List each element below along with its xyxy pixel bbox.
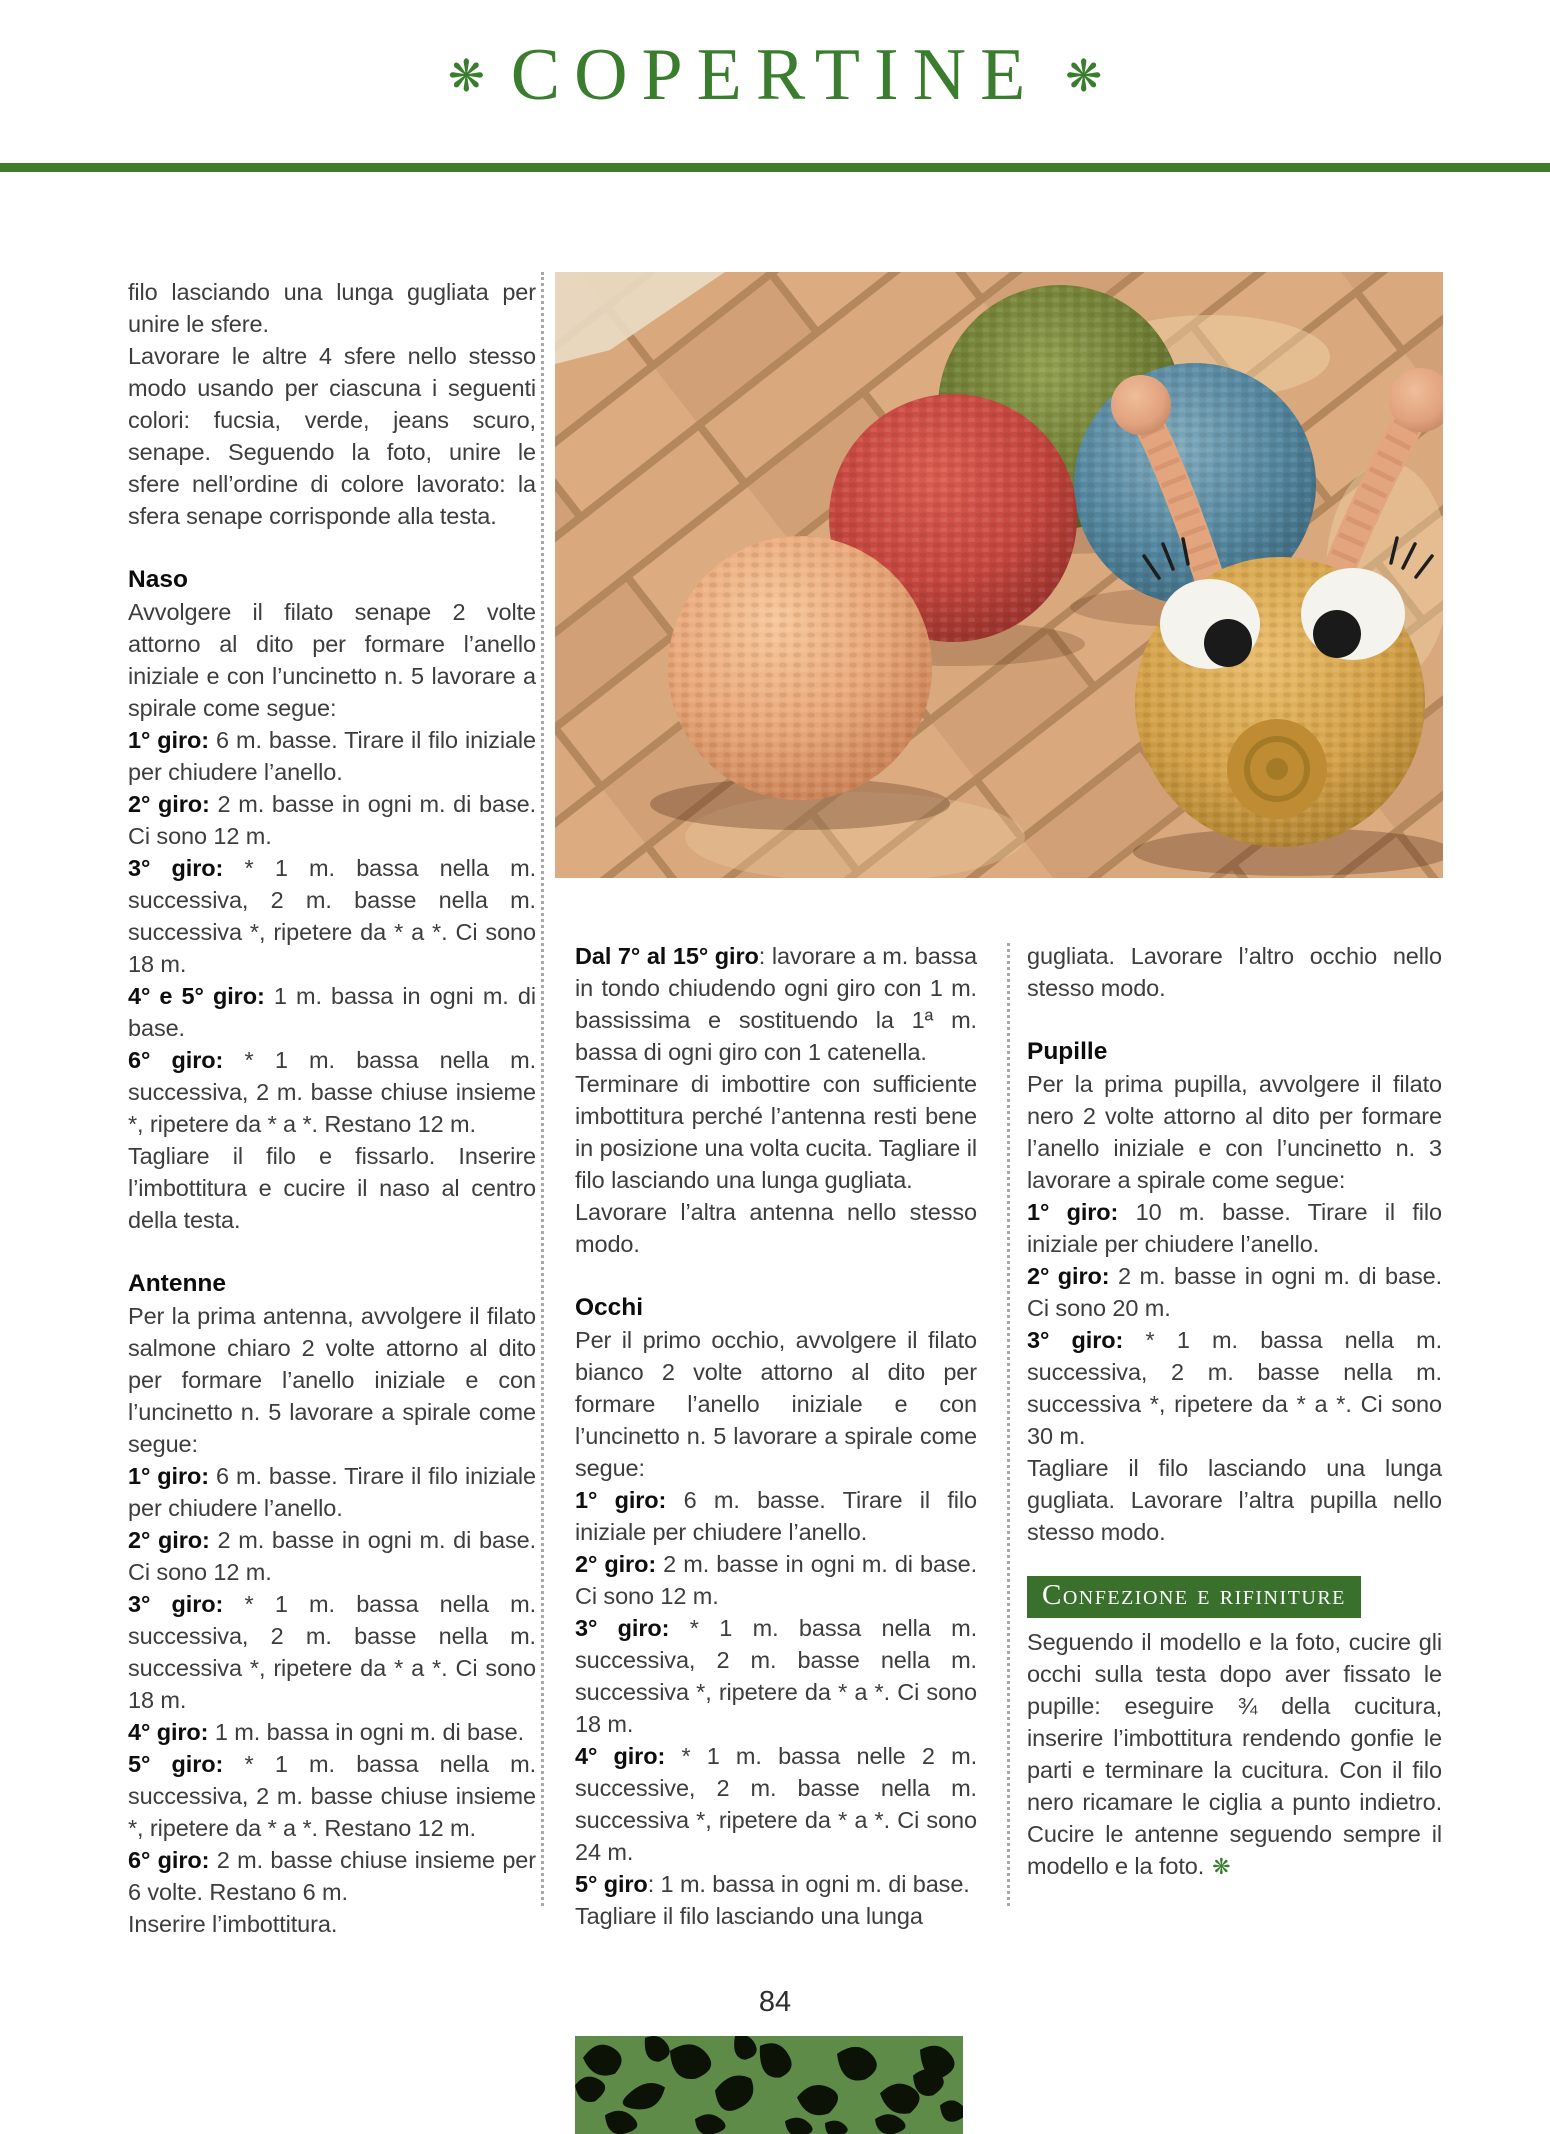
column-divider bbox=[1007, 943, 1010, 1906]
pupil-right bbox=[1313, 610, 1361, 658]
paragraph: filo lasciando una lunga gugliata per unire le sfere. bbox=[128, 279, 536, 337]
instruction-paragraph: 3° giro: * 1 m. bassa nella m. successiva, 2 m. basse nella m. successiva *, ripetere da * a *. Ci sono 30 m. bbox=[1027, 1327, 1443, 1449]
round-label: 1° giro: bbox=[1027, 1199, 1119, 1225]
paragraph: Avvolgere il filato senape 2 volte attorno al dito per formare l’anello iniziale e con l’uncinetto n. 5 lavorare a spirale come segue: bbox=[128, 599, 536, 721]
instruction-paragraph: 6° giro: * 1 m. bassa nella m. successiva, 2 m. basse chiuse insieme *, ripetere da * a *. Restano 12 m. bbox=[128, 1047, 537, 1137]
paragraph: Tagliare il filo lasciando una lunga gugliata. Lavorare l’altra pupilla nello stesso modo. bbox=[1027, 1455, 1442, 1545]
instruction-paragraph: 3° giro: * 1 m. bassa nella m. successiva, 2 m. basse nella m. successiva *, ripetere da * a *. Ci sono 18 m. bbox=[128, 1591, 537, 1713]
round-label: 1° giro: bbox=[128, 1463, 209, 1489]
section-banner: Confezione e rifiniture bbox=[1027, 1576, 1361, 1618]
round-label: 3° giro: bbox=[575, 1615, 670, 1641]
round-label: 2° giro: bbox=[575, 1551, 657, 1577]
section-heading: Occhi bbox=[575, 1294, 644, 1321]
caterpillar-photo-art bbox=[555, 272, 1443, 878]
section-heading: Naso bbox=[128, 566, 188, 593]
nose bbox=[1227, 719, 1327, 819]
instruction-paragraph: 1° giro: 6 m. basse. Tirare il filo iniziale per chiudere l’anello. bbox=[575, 1487, 977, 1545]
round-label: 1° giro: bbox=[575, 1487, 667, 1513]
round-label: 2° giro: bbox=[1027, 1263, 1110, 1289]
round-label: 3° giro: bbox=[128, 855, 224, 881]
flower-ornament-icon: ❋ bbox=[1065, 52, 1103, 101]
page-header bbox=[0, 34, 1550, 116]
round-label: 3° giro: bbox=[1027, 1327, 1124, 1353]
instruction-paragraph: 1° giro: 6 m. basse. Tirare il filo iniziale per chiudere l’anello. bbox=[128, 727, 536, 785]
round-label: 1° giro: bbox=[128, 727, 209, 753]
round-label: 5° giro: bbox=[128, 1751, 224, 1777]
instruction-paragraph: Dal 7° al 15° giro: lavorare a m. bassa in tondo chiudendo ogni giro con 1 m. bassissima e sostituendo la 1ª m. bassa di ogni giro con 1 catenella. bbox=[575, 943, 977, 1065]
instruction-paragraph: 2° giro: 2 m. basse in ogni m. di base. Ci sono 12 m. bbox=[575, 1551, 978, 1609]
sphere-salmone bbox=[668, 536, 932, 800]
round-label: 5° giro bbox=[575, 1871, 648, 1897]
round-label: 6° giro: bbox=[128, 1047, 224, 1073]
instruction-paragraph: 3° giro: * 1 m. bassa nella m. successiva, 2 m. basse nella m. successiva *, ripetere da * a *. Ci sono 18 m. bbox=[575, 1615, 978, 1737]
paragraph: Inserire l’imbottitura. bbox=[128, 1911, 338, 1937]
round-label: 6° giro: bbox=[128, 1847, 210, 1873]
paragraph: Lavorare l’altra antenna nello stesso modo. bbox=[575, 1199, 977, 1257]
instruction-paragraph: 6° giro: 2 m. basse chiuse insieme per 6 volte. Restano 6 m. bbox=[128, 1847, 536, 1905]
section-heading: Pupille bbox=[1027, 1038, 1108, 1065]
paragraph: Seguendo il modello e la foto, cucire gli occhi sulla testa dopo aver fissato le pupille: eseguire ¾ della cucitura, inserire l’imbottitura rendendo gonfie le parti e terminare la cucitura. Con il filo nero ricamare le ciglia a punto indietro. Cucire le antenne seguendo sempre il modello e la foto. ❋ bbox=[1027, 1629, 1442, 1880]
instruction-paragraph: 2° giro: 2 m. basse in ogni m. di base. Ci sono 12 m. bbox=[128, 791, 537, 849]
page-title: COPERTINE bbox=[510, 34, 1040, 116]
paragraph: Tagliare il filo e fissarlo. Inserire l’imbottitura e cucire il naso al centro della testa. bbox=[128, 1143, 536, 1233]
column-right bbox=[1027, 940, 1442, 1883]
column-left bbox=[128, 276, 536, 1940]
instruction-paragraph: 4° giro: 1 m. bassa in ogni m. di base. bbox=[128, 1719, 525, 1745]
column-divider bbox=[541, 272, 544, 1906]
round-label: 4° giro: bbox=[128, 1719, 209, 1745]
paragraph: Per la prima pupilla, avvolgere il filato nero 2 volte attorno al dito per formare l’anello iniziale e con l’uncinetto n. 3 lavorare a spirale come segue: bbox=[1027, 1071, 1442, 1193]
instruction-paragraph: 2° giro: 2 m. basse in ogni m. di base. Ci sono 20 m. bbox=[1027, 1263, 1442, 1321]
instruction-paragraph: 5° giro: 1 m. bassa in ogni m. di base. bbox=[575, 1871, 970, 1897]
paragraph: Per la prima antenna, avvolgere il filato salmone chiaro 2 volte attorno al dito per formare l’anello iniziale e con l’uncinetto n. 5 lavorare a spirale come segue: bbox=[128, 1303, 536, 1457]
flower-ornament-icon: ❋ bbox=[447, 52, 485, 101]
paragraph: Lavorare le altre 4 sfere nello stesso modo usando per ciascuna i seguenti colori: fucsia, verde, jeans scuro, senape. Seguendo la foto, unire le sfere nell’ordine di colore lavorato: la sfera senape corrisponde alla testa. bbox=[128, 343, 536, 529]
foliage-pattern-image bbox=[575, 2036, 963, 2134]
end-ornament-icon: ❋ bbox=[1212, 1854, 1231, 1880]
paragraph: gugliata. Lavorare l’altro occhio nello stesso modo. bbox=[1027, 943, 1442, 1001]
round-label: 2° giro: bbox=[128, 791, 210, 817]
paragraph: Per il primo occhio, avvolgere il filato bianco 2 volte attorno al dito per formare l’anello iniziale e con l’uncinetto n. 5 lavorare a spirale come segue: bbox=[575, 1327, 977, 1481]
pupil-left bbox=[1204, 619, 1252, 667]
page-number: 84 bbox=[758, 1986, 792, 2018]
round-label: 2° giro: bbox=[128, 1527, 210, 1553]
round-label: 4° e 5° giro: bbox=[128, 983, 265, 1009]
instruction-paragraph: 3° giro: * 1 m. bassa nella m. successiva, 2 m. basse nella m. successiva *, ripetere da * a *. Ci sono 18 m. bbox=[128, 855, 537, 977]
instruction-paragraph: 4° e 5° giro: 1 m. bassa in ogni m. di base. bbox=[128, 983, 536, 1041]
round-label: 4° giro: bbox=[575, 1743, 666, 1769]
instruction-paragraph: 1° giro: 6 m. basse. Tirare il filo iniziale per chiudere l’anello. bbox=[128, 1463, 536, 1521]
instruction-paragraph: 5° giro: * 1 m. bassa nella m. successiva, 2 m. basse chiuse insieme *, ripetere da * a *. Restano 12 m. bbox=[128, 1751, 537, 1841]
paragraph: Terminare di imbottire con sufficiente imbottitura perché l’antenna resti bene in posizione una volta cucita. Tagliare il filo lasciando una lunga gugliata. bbox=[575, 1071, 977, 1193]
round-label: 3° giro: bbox=[128, 1591, 224, 1617]
instruction-paragraph: 2° giro: 2 m. basse in ogni m. di base. Ci sono 12 m. bbox=[128, 1527, 537, 1585]
instruction-paragraph: 4° giro: * 1 m. bassa nelle 2 m. successive, 2 m. basse nella m. successiva *, ripetere da * a *. Ci sono 24 m. bbox=[575, 1743, 977, 1865]
column-middle bbox=[575, 940, 977, 1932]
round-label: Dal 7° al 15° giro bbox=[575, 943, 759, 969]
header-rule bbox=[0, 163, 1550, 172]
section-heading: Antenne bbox=[128, 1270, 226, 1297]
instruction-paragraph: 1° giro: 10 m. basse. Tirare il filo iniziale per chiudere l’anello. bbox=[1027, 1199, 1442, 1257]
paragraph: Tagliare il filo lasciando una lunga bbox=[575, 1903, 923, 1929]
caterpillar-photo bbox=[555, 272, 1443, 878]
